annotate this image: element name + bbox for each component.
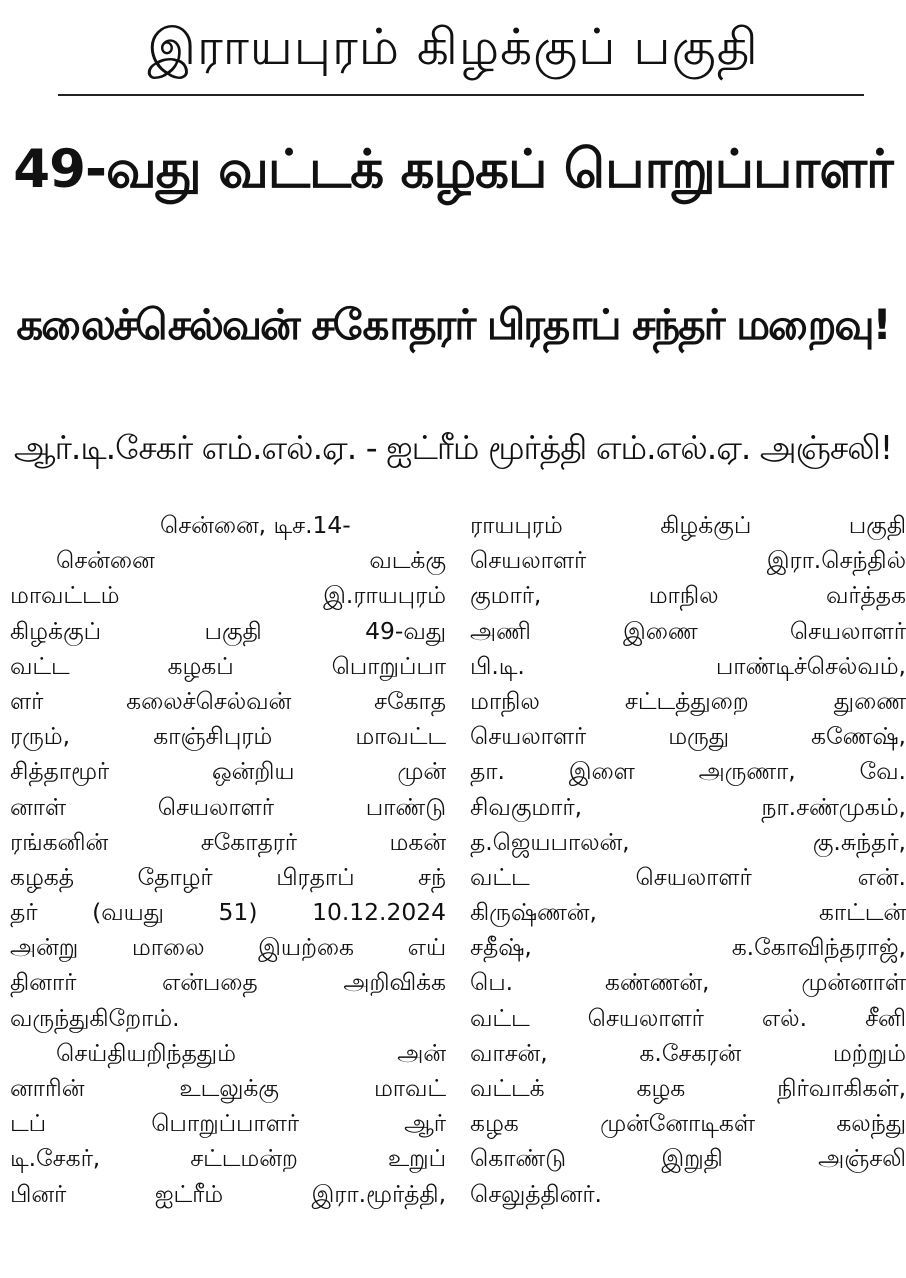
body-line: தா. இளை அருணா, வே. (470, 757, 906, 786)
body-line: செயலாளர் இரா.செந்தில் (470, 546, 906, 575)
body-line: கழக முன்னோடிகள் கலந்து (470, 1109, 906, 1138)
body-line: தினார் என்பதை அறிவிக்க (10, 968, 446, 997)
body-line: ராயபுரம் கிழக்குப் பகுதி (470, 511, 906, 539)
subheadline: ஆர்.டி.சேகர் எம்.எல்.ஏ. - ஐட்ரீம் மூர்த்தி எம்.எல்.ஏ. அஞ்சலி! (13, 428, 893, 467)
article-column-left (10, 508, 446, 1212)
body-line: வட்ட கழகப் பொறுப்பா (10, 651, 446, 680)
body-line: தர் (வயது 51) 10.12.2024 (10, 898, 446, 927)
body-line: டி.சேகர், சட்டமன்ற உறுப் (10, 1144, 446, 1173)
headline-line-1: 49-வது வட்டக் கழகப் பொறுப்பாளர் (13, 139, 893, 200)
body-line: சென்னை வடக்கு (56, 546, 446, 575)
body-line: ரங்கனின் சகோதரர் மகன் (10, 827, 446, 856)
body-line: சதீஷ், க.கோவிந்தராஜ், (470, 933, 906, 962)
body-line: செலுத்தினர். (470, 1179, 602, 1208)
body-line: னாள் செயலாளர் பாண்டு (10, 792, 446, 821)
article-column-right (470, 508, 906, 1212)
body-line: குமார், மாநில வர்த்தக (470, 581, 906, 610)
body-line: பெ. கண்ணன், முன்னாள் (470, 968, 906, 997)
body-line: டப் பொறுப்பாளர் ஆர் (10, 1109, 446, 1138)
kicker-heading: இராயபுரம் கிழக்குப் பகுதி (147, 18, 759, 76)
body-line: னாரின் உடலுக்கு மாவட் (10, 1074, 446, 1102)
body-line: வட்ட செயலாளர் என். (470, 862, 906, 891)
body-line: த.ஜெயபாலன், கு.சுந்தர், (470, 827, 906, 856)
body-line: கொண்டு இறுதி அஞ்சலி (470, 1144, 906, 1173)
body-line: ரரும், காஞ்சிபுரம் மாவட்ட (10, 722, 446, 751)
body-line: கிழக்குப் பகுதி 49-வது (10, 616, 446, 645)
body-line: சிவகுமார், நா.சண்முகம், (470, 792, 906, 821)
body-line: ளர் கலைச்செல்வன் சகோத (10, 686, 446, 715)
body-line: அன்று மாலை இயற்கை எய் (10, 933, 446, 962)
heading-divider (58, 94, 864, 96)
body-line: சித்தாமூர் ஒன்றிய முன் (10, 757, 446, 786)
body-line: அணி இணை செயலாளர் (470, 616, 906, 645)
body-line: மாநில சட்டத்துறை துணை (470, 686, 906, 715)
body-line: செய்தியறிந்ததும் அன் (56, 1038, 446, 1067)
body-line: வட்ட செயலாளர் எல். சீனி (470, 1003, 906, 1032)
body-line: வாசன், க.சேகரன் மற்றும் (470, 1038, 906, 1067)
body-line: கிருஷ்ணன், காட்டன் (470, 898, 906, 927)
body-line: பி.டி. பாண்டிச்செல்வம், (470, 651, 906, 680)
body-line: பினர் ஐட்ரீம் இரா.மூர்த்தி, (10, 1179, 446, 1208)
body-line: செயலாளர் மருது கணேஷ், (470, 722, 906, 751)
headline-line-2: கலைச்செல்வன் சகோதரர் பிரதாப் சந்தர் மறைவு! (16, 300, 890, 349)
body-line: மாவட்டம் இ.ராயபுரம் (10, 581, 446, 610)
body-line: வருந்துகிறோம். (10, 1003, 180, 1032)
dateline: சென்னை, டிச.14- (160, 511, 351, 539)
body-line: வட்டக் கழக நிர்வாகிகள், (470, 1074, 906, 1102)
body-line: கழகத் தோழர் பிரதாப் சந் (10, 862, 446, 891)
